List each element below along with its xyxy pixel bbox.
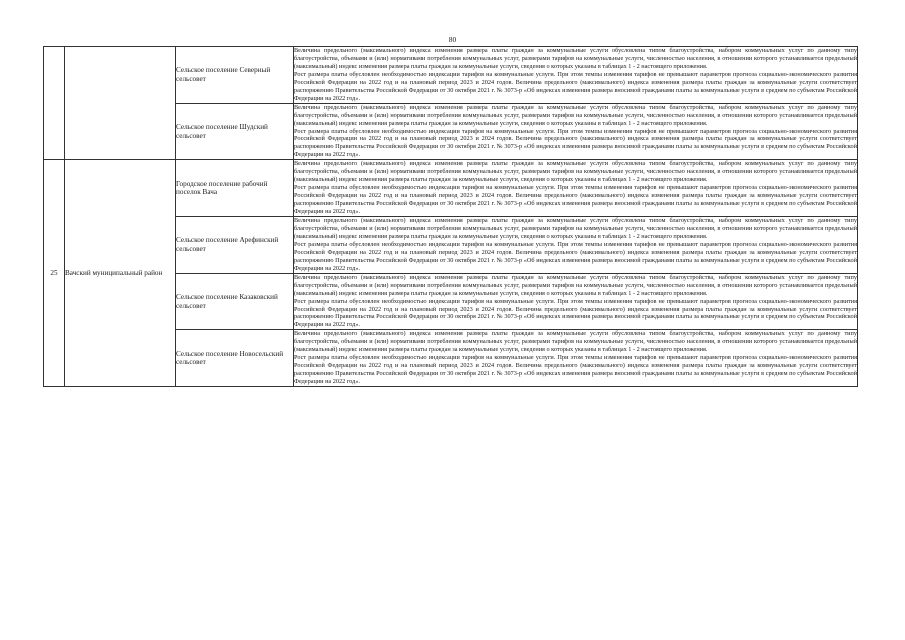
- settlements-table: [43, 46, 858, 387]
- district-cell: [65, 47, 176, 160]
- justification-text: [294, 103, 858, 160]
- settlement-name: Сельское поселение Казаковский сельсовет: [176, 273, 294, 330]
- page-number: 80: [448, 35, 457, 44]
- justification-text: [294, 160, 858, 217]
- paragraph-growth-reason: Рост размера платы обусловлен необходимостью индексации тарифов на коммунальные услуги. При этом темпы изменения тарифов не превышают параметров прогноза социально-экономического развития Российской Федерации на 2022 год и на плановый период 2023 и 2024 годов. Величина предельного (максимального) индекса изменения размера платы граждан за коммунальные услуги соответствует распоряжению Правительства Российской Федерации от 30 октября 2021 г. № 3073-р «Об индексах изменения размера вносимой гражданами платы за коммунальные услуги в среднем по субъектам Российской Федерации на 2022 год».: [294, 127, 857, 159]
- paragraph-tariff-structure: Величина предельного (максимального) индекса изменения размера платы граждан за коммунальные услуги обусловлена типом благоустройства, набором коммунальных услуг по данному типу благоустройства, объемами и (или) нормативами потребления коммунальных услуг, размерами тарифов на коммунальные услуги, численностью населения, в отношении которого устанавливается предельный (максимальный) индекс изменения размера платы граждан за коммунальные услуги, сведения о которых указаны в таблицах 1 - 2 настоящего приложения.: [294, 103, 857, 127]
- justification-text: [294, 273, 858, 330]
- paragraph-growth-reason: Рост размера платы обусловлен необходимостью индексации тарифов на коммунальные услуги. При этом темпы изменения тарифов не превышают параметров прогноза социально-экономического развития Российской Федерации на 2022 год и на плановый период 2023 и 2024 годов. Величина предельного (максимального) индекса изменения размера платы граждан за коммунальные услуги соответствует распоряжению Правительства Российской Федерации от 30 октября 2021 г. № 3073-р «Об индексах изменения размера вносимой гражданами платы за коммунальные услуги в среднем по субъектам Российской Федерации на 2022 год».: [294, 354, 857, 386]
- paragraph-growth-reason: Рост размера платы обусловлен необходимостью индексации тарифов на коммунальные услуги. При этом темпы изменения тарифов не превышают параметров прогноза социально-экономического развития Российской Федерации на 2022 год и на плановый период 2023 и 2024 годов. Величина предельного (максимального) индекса изменения размера платы граждан за коммунальные услуги соответствует распоряжению Правительства Российской Федерации от 30 октября 2021 г. № 3073-р «Об индексах изменения размера вносимой гражданами платы за коммунальные услуги в среднем по субъектам Российской Федерации на 2022 год».: [294, 184, 857, 216]
- paragraph-tariff-structure: Величина предельного (максимального) индекса изменения размера платы граждан за коммунальные услуги обусловлена типом благоустройства, набором коммунальных услуг по данному типу благоустройства, объемами и (или) нормативами потребления коммунальных услуг, размерами тарифов на коммунальные услуги, численностью населения, в отношении которого устанавливается предельный (максимальный) индекс изменения размера платы граждан за коммунальные услуги, сведения о которых указаны в таблицах 1 - 2 настоящего приложения.: [294, 47, 857, 70]
- row-number-cell: [44, 47, 65, 160]
- table-row: [44, 160, 858, 217]
- settlement-name: Сельское поселение Шудский сельсовет: [176, 103, 294, 160]
- paragraph-growth-reason: Рост размера платы обусловлен необходимостью индексации тарифов на коммунальные услуги. При этом темпы изменения тарифов не превышают параметров прогноза социально-экономического развития Российской Федерации на 2022 год и на плановый период 2023 и 2024 годов. Величина предельного (максимального) индекса изменения размера платы граждан за коммунальные услуги соответствует распоряжению Правительства Российской Федерации от 30 октября 2021 г. № 3073-р «Об индексах изменения размера вносимой гражданами платы за коммунальные услуги в среднем по субъектам Российской Федерации на 2022 год».: [294, 297, 857, 329]
- justification-text: [294, 330, 858, 387]
- paragraph-tariff-structure: Величина предельного (максимального) индекса изменения размера платы граждан за коммунальные услуги обусловлена типом благоустройства, набором коммунальных услуг по данному типу благоустройства, объемами и (или) нормативами потребления коммунальных услуг, размерами тарифов на коммунальные услуги, численностью населения, в отношении которого устанавливается предельный (максимальный) индекс изменения размера платы граждан за коммунальные услуги, сведения о которых указаны в таблицах 1 - 2 настоящего приложения.: [294, 273, 857, 297]
- district-cell: Вачский муниципальный район: [65, 160, 176, 387]
- paragraph-growth-reason: Рост размера платы обусловлен необходимостью индексации тарифов на коммунальные услуги. При этом темпы изменения тарифов не превышают параметров прогноза социально-экономического развития Российской Федерации на 2022 год и на плановый период 2023 и 2024 годов. Величина предельного (максимального) индекса изменения размера платы граждан за коммунальные услуги соответствует распоряжению Правительства Российской Федерации от 30 октября 2021 г. № 3073-р «Об индексах изменения размера вносимой гражданами платы за коммунальные услуги в среднем по субъектам Российской Федерации на 2022 год».: [294, 70, 857, 102]
- row-number-cell: 25: [44, 160, 65, 387]
- justification-text: [294, 47, 858, 104]
- paragraph-tariff-structure: Величина предельного (максимального) индекса изменения размера платы граждан за коммунальные услуги обусловлена типом благоустройства, набором коммунальных услуг по данному типу благоустройства, объемами и (или) нормативами потребления коммунальных услуг, размерами тарифов на коммунальные услуги, численностью населения, в отношении которого устанавливается предельный (максимальный) индекс изменения размера платы граждан за коммунальные услуги, сведения о которых указаны в таблицах 1 - 2 настоящего приложения.: [294, 160, 857, 184]
- settlement-name: Сельское поселение Северный сельсовет: [176, 47, 294, 104]
- justification-text: [294, 217, 858, 274]
- table-row: [44, 47, 858, 104]
- settlement-name: Сельское поселение Арефинский сельсовет: [176, 217, 294, 274]
- paragraph-tariff-structure: Величина предельного (максимального) индекса изменения размера платы граждан за коммунальные услуги обусловлена типом благоустройства, набором коммунальных услуг по данному типу благоустройства, объемами и (или) нормативами потребления коммунальных услуг, размерами тарифов на коммунальные услуги, численностью населения, в отношении которого устанавливается предельный (максимальный) индекс изменения размера платы граждан за коммунальные услуги, сведения о которых указаны в таблицах 1 - 2 настоящего приложения.: [294, 330, 857, 354]
- settlement-name: Сельское поселение Новосельский сельсовет: [176, 330, 294, 387]
- paragraph-tariff-structure: Величина предельного (максимального) индекса изменения размера платы граждан за коммунальные услуги обусловлена типом благоустройства, набором коммунальных услуг по данному типу благоустройства, объемами и (или) нормативами потребления коммунальных услуг, размерами тарифов на коммунальные услуги, численностью населения, в отношении которого устанавливается предельный (максимальный) индекс изменения размера платы граждан за коммунальные услуги, сведения о которых указаны в таблицах 1 - 2 настоящего приложения.: [294, 217, 857, 240]
- settlement-name: Городское поселение рабочий поселок Вача: [176, 160, 294, 217]
- paragraph-growth-reason: Рост размера платы обусловлен необходимостью индексации тарифов на коммунальные услуги. При этом темпы изменения тарифов не превышают параметров прогноза социально-экономического развития Российской Федерации на 2022 год и на плановый период 2023 и 2024 годов. Величина предельного (максимального) индекса изменения размера платы граждан за коммунальные услуги соответствует распоряжению Правительства Российской Федерации от 30 октября 2021 г. № 3073-р «Об индексах изменения размера вносимой гражданами платы за коммунальные услуги в среднем по субъектам Российской Федерации на 2022 год».: [294, 240, 857, 272]
